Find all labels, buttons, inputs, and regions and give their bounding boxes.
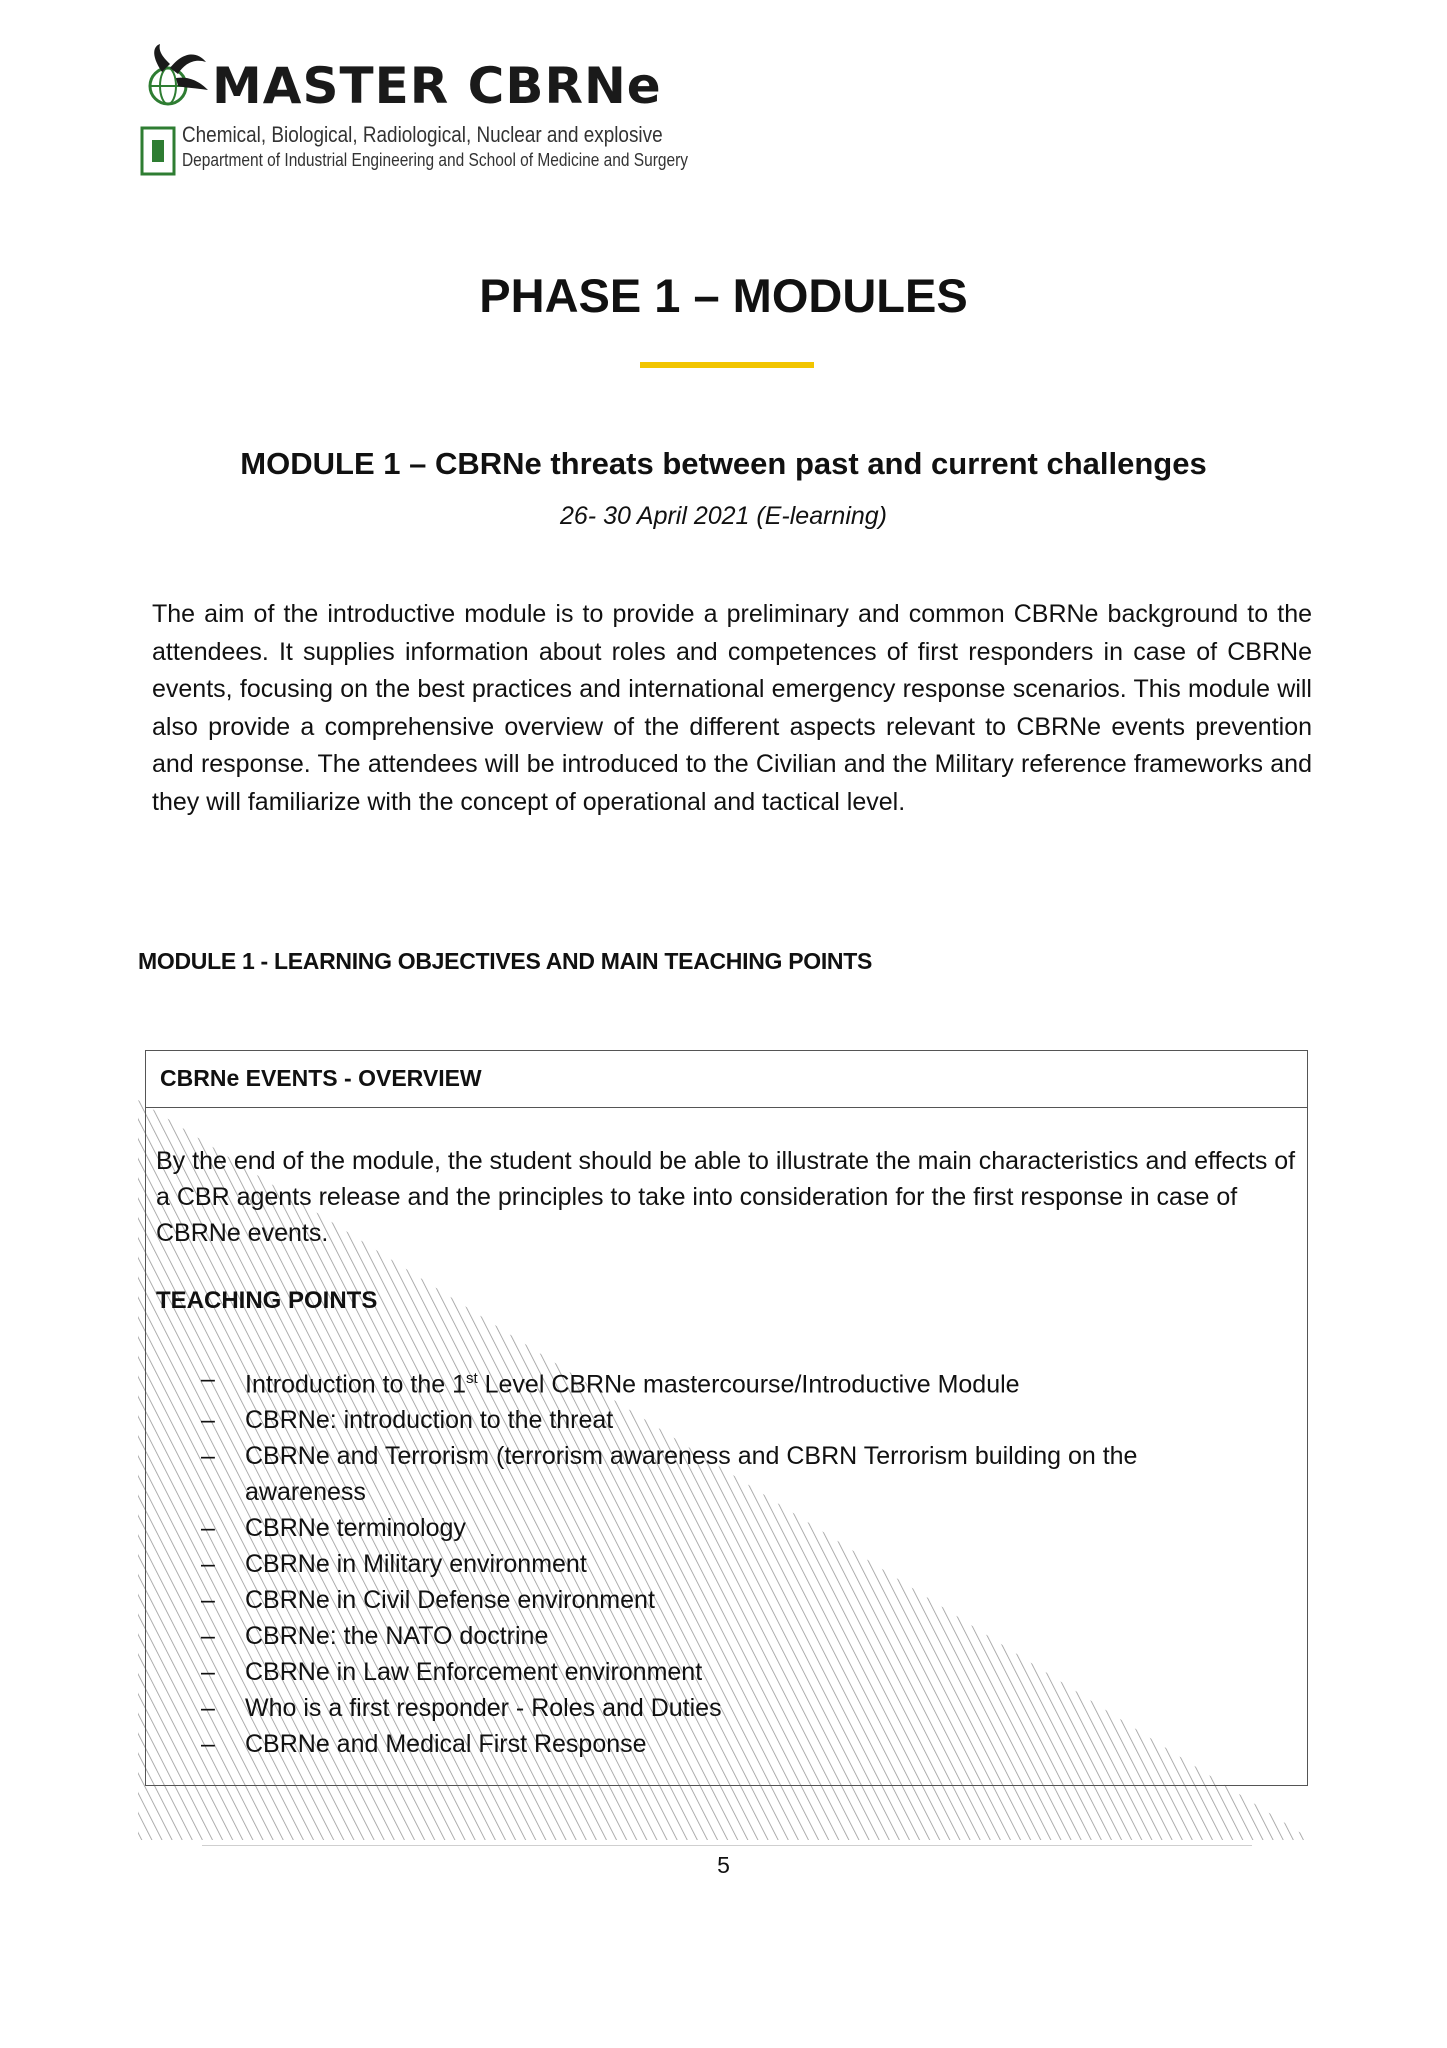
master-cbrne-logo <box>140 42 688 177</box>
dash-bullet: – <box>201 1730 215 1759</box>
list-item-text-cont: Level CBRNe mastercourse/Introductive Module <box>477 1370 1020 1399</box>
dash-bullet: – <box>201 1514 215 1543</box>
module-intro-paragraph: The aim of the introductive module is to provide a preliminary and common CBRNe background to the attendees. It supplies information about roles and competences of first responders in case of CBRNe events, focusing on the best practices and international emergency response scenarios. This module will also provide a comprehensive overview of the different aspects relevant to CBRNe events prevention and response. The attendees will be introduced to the Civilian and the Military reference frameworks and they will familiarize with the concept of operational and tactical level. <box>152 600 1312 816</box>
logo-title: MASTER CBRNe <box>212 57 662 115</box>
dash-bullet: – <box>201 1442 215 1471</box>
module-dates: 26- 30 April 2021 (E-learning) <box>559 502 888 530</box>
list-item <box>201 1726 1251 1762</box>
list-item-text: CBRNe in Military environment <box>245 1550 587 1579</box>
dash-bullet: – <box>201 1365 215 1393</box>
list-item-text: CBRNe in Civil Defense environment <box>245 1586 655 1615</box>
logo-subtitle: Chemical, Biological, Radiological, Nuclear and explosive <box>182 122 663 147</box>
list-item-text: Who is a first responder - Roles and Duties <box>245 1694 722 1723</box>
title-accent-bar <box>640 362 814 368</box>
box-header-label: CBRNe EVENTS - OVERVIEW <box>160 1065 482 1091</box>
learning-objectives-box <box>145 1050 1308 1786</box>
objectives-heading: MODULE 1 - LEARNING OBJECTIVES AND MAIN TEACHING POINTS <box>138 948 873 974</box>
list-item <box>201 1690 1251 1726</box>
list-item <box>201 1546 1251 1582</box>
list-item <box>201 1654 1251 1690</box>
list-item <box>201 1510 1251 1546</box>
dash-bullet: – <box>201 1694 215 1723</box>
list-item-text: CBRNe and Medical First Response <box>245 1730 647 1759</box>
list-item-text: CBRNe in Law Enforcement environment <box>245 1658 703 1687</box>
list-item-text: CBRNe terminology <box>245 1514 466 1543</box>
list-item-text: CBRNe: the NATO doctrine <box>245 1622 549 1651</box>
dash-bullet: – <box>201 1658 215 1687</box>
teaching-points-list <box>201 1361 1251 1762</box>
list-item-text: CBRNe and Terrorism (terrorism awareness and CBRN Terrorism building on the awareness <box>245 1442 1138 1507</box>
list-item-text: Introduction to the 1 <box>245 1370 466 1399</box>
dash-bullet: – <box>201 1406 215 1435</box>
objective-text: By the end of the module, the student should be able to illustrate the main characteristics and effects of a CBR agents release and the principles to take into consideration for the first response in case of CBRNe events. <box>156 1147 1296 1247</box>
list-item <box>201 1582 1251 1618</box>
list-item <box>201 1402 1251 1438</box>
list-item-text: CBRNe: introduction to the threat <box>245 1406 614 1435</box>
dash-bullet: – <box>201 1586 215 1615</box>
dash-bullet: – <box>201 1622 215 1651</box>
ordinal-superscript: st <box>465 1370 478 1387</box>
footer-divider <box>202 1845 1252 1846</box>
page-title: PHASE 1 – MODULES <box>479 269 968 322</box>
list-item <box>201 1361 1251 1402</box>
university-mark-icon <box>140 126 176 176</box>
module-title: MODULE 1 – CBRNe threats between past and current challenges <box>240 446 1207 481</box>
box-header <box>146 1051 1307 1108</box>
logo-department: Department of Industrial Engineering and School of Medicine and Surgery <box>182 150 688 170</box>
eagle-globe-emblem-icon <box>140 42 210 114</box>
dash-bullet: – <box>201 1550 215 1579</box>
list-item <box>201 1618 1251 1654</box>
teaching-points-heading: TEACHING POINTS <box>156 1287 378 1314</box>
list-item <box>201 1438 1251 1510</box>
page-number: 5 <box>717 1852 730 1878</box>
